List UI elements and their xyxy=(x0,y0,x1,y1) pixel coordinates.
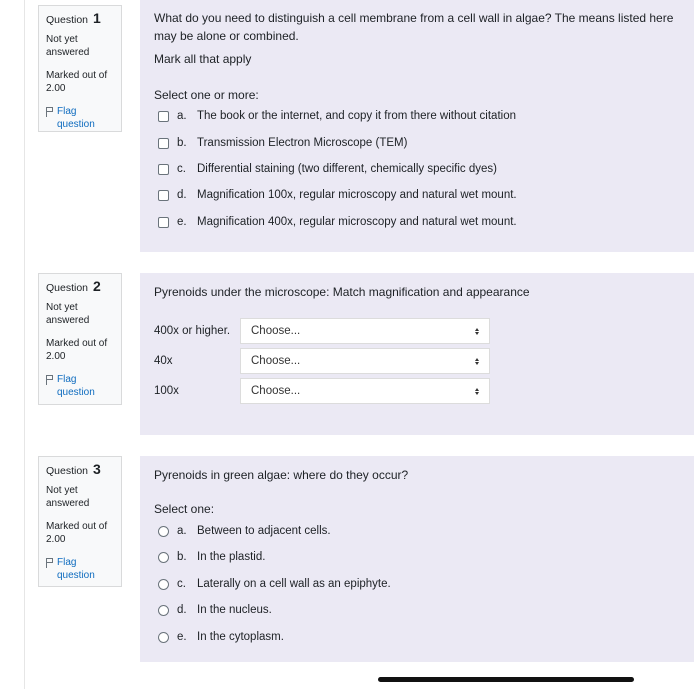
question-2-content xyxy=(140,273,694,435)
updown-arrows-icon xyxy=(475,328,479,335)
match-select-400x[interactable]: Choose... xyxy=(240,318,490,344)
checkbox[interactable] xyxy=(158,164,169,175)
question-number: Question 2 xyxy=(46,278,101,294)
match-row-40x: 40x Choose... xyxy=(154,348,490,374)
option-a[interactable]: a. Between to adjacent cells. xyxy=(158,524,331,538)
question-3-content xyxy=(140,456,694,662)
radio-button[interactable] xyxy=(158,552,169,563)
question-instruction: Mark all that apply xyxy=(154,52,252,66)
option-c[interactable]: c. Laterally on a cell wall as an epiphyte. xyxy=(158,577,391,591)
question-state: Not yet answered xyxy=(46,34,90,58)
flag-question-link[interactable]: Flag question xyxy=(46,556,114,582)
option-e[interactable]: e. In the cytoplasm. xyxy=(158,630,284,644)
radio-button[interactable] xyxy=(158,605,169,616)
option-b[interactable]: b. In the plastid. xyxy=(158,550,265,564)
question-state: Not yet answered xyxy=(46,302,90,326)
radio-button[interactable] xyxy=(158,579,169,590)
option-e[interactable]: e. Magnification 400x, regular microscopy and natural wet mount. xyxy=(158,215,517,229)
flag-icon xyxy=(46,107,54,117)
option-b[interactable]: b. Transmission Electron Microscope (TEM) xyxy=(158,136,407,150)
question-number: Question 1 xyxy=(46,10,101,26)
question-grade: Marked out of 2.00 xyxy=(46,70,108,94)
flag-icon xyxy=(46,558,54,568)
question-grade: Marked out of 2.00 xyxy=(46,521,108,545)
match-select-40x[interactable]: Choose... xyxy=(240,348,490,374)
home-indicator[interactable] xyxy=(378,677,634,682)
option-d[interactable]: d. Magnification 100x, regular microscopy and natural wet mount. xyxy=(158,188,517,202)
match-row-400x: 400x or higher. Choose... xyxy=(154,318,490,344)
question-text: Pyrenoids under the microscope: Match magnification and appearance xyxy=(154,285,530,299)
question-1-content xyxy=(140,0,694,252)
question-number: Question 3 xyxy=(46,461,101,477)
updown-arrows-icon xyxy=(475,358,479,365)
option-a[interactable]: a. The book or the internet, and copy it from there without citation xyxy=(158,109,516,123)
match-select-100x[interactable]: Choose... xyxy=(240,378,490,404)
option-d[interactable]: d. In the nucleus. xyxy=(158,603,272,617)
question-2-info xyxy=(38,273,122,405)
checkbox[interactable] xyxy=(158,111,169,122)
question-text: What do you need to distinguish a cell membrane from a cell wall in algae? The means listed here may be alone or combined. xyxy=(154,11,674,43)
flag-question-link[interactable]: Flag question xyxy=(46,373,114,399)
match-row-100x: 100x Choose... xyxy=(154,378,490,404)
answer-prompt: Select one: xyxy=(154,502,215,516)
radio-button[interactable] xyxy=(158,526,169,537)
flag-icon xyxy=(46,375,54,385)
question-1-info xyxy=(38,5,122,132)
page-edge xyxy=(24,0,25,689)
question-grade: Marked out of 2.00 xyxy=(46,338,108,362)
question-state: Not yet answered xyxy=(46,485,90,509)
checkbox[interactable] xyxy=(158,190,169,201)
answer-prompt: Select one or more: xyxy=(154,88,259,102)
flag-question-link[interactable]: Flag question xyxy=(46,105,114,131)
checkbox[interactable] xyxy=(158,217,169,228)
question-3-info xyxy=(38,456,122,587)
question-text: Pyrenoids in green algae: where do they occur? xyxy=(154,468,409,482)
checkbox[interactable] xyxy=(158,138,169,149)
option-c[interactable]: c. Differential staining (two different, chemically specific dyes) xyxy=(158,162,497,176)
updown-arrows-icon xyxy=(475,388,479,395)
radio-button[interactable] xyxy=(158,632,169,643)
